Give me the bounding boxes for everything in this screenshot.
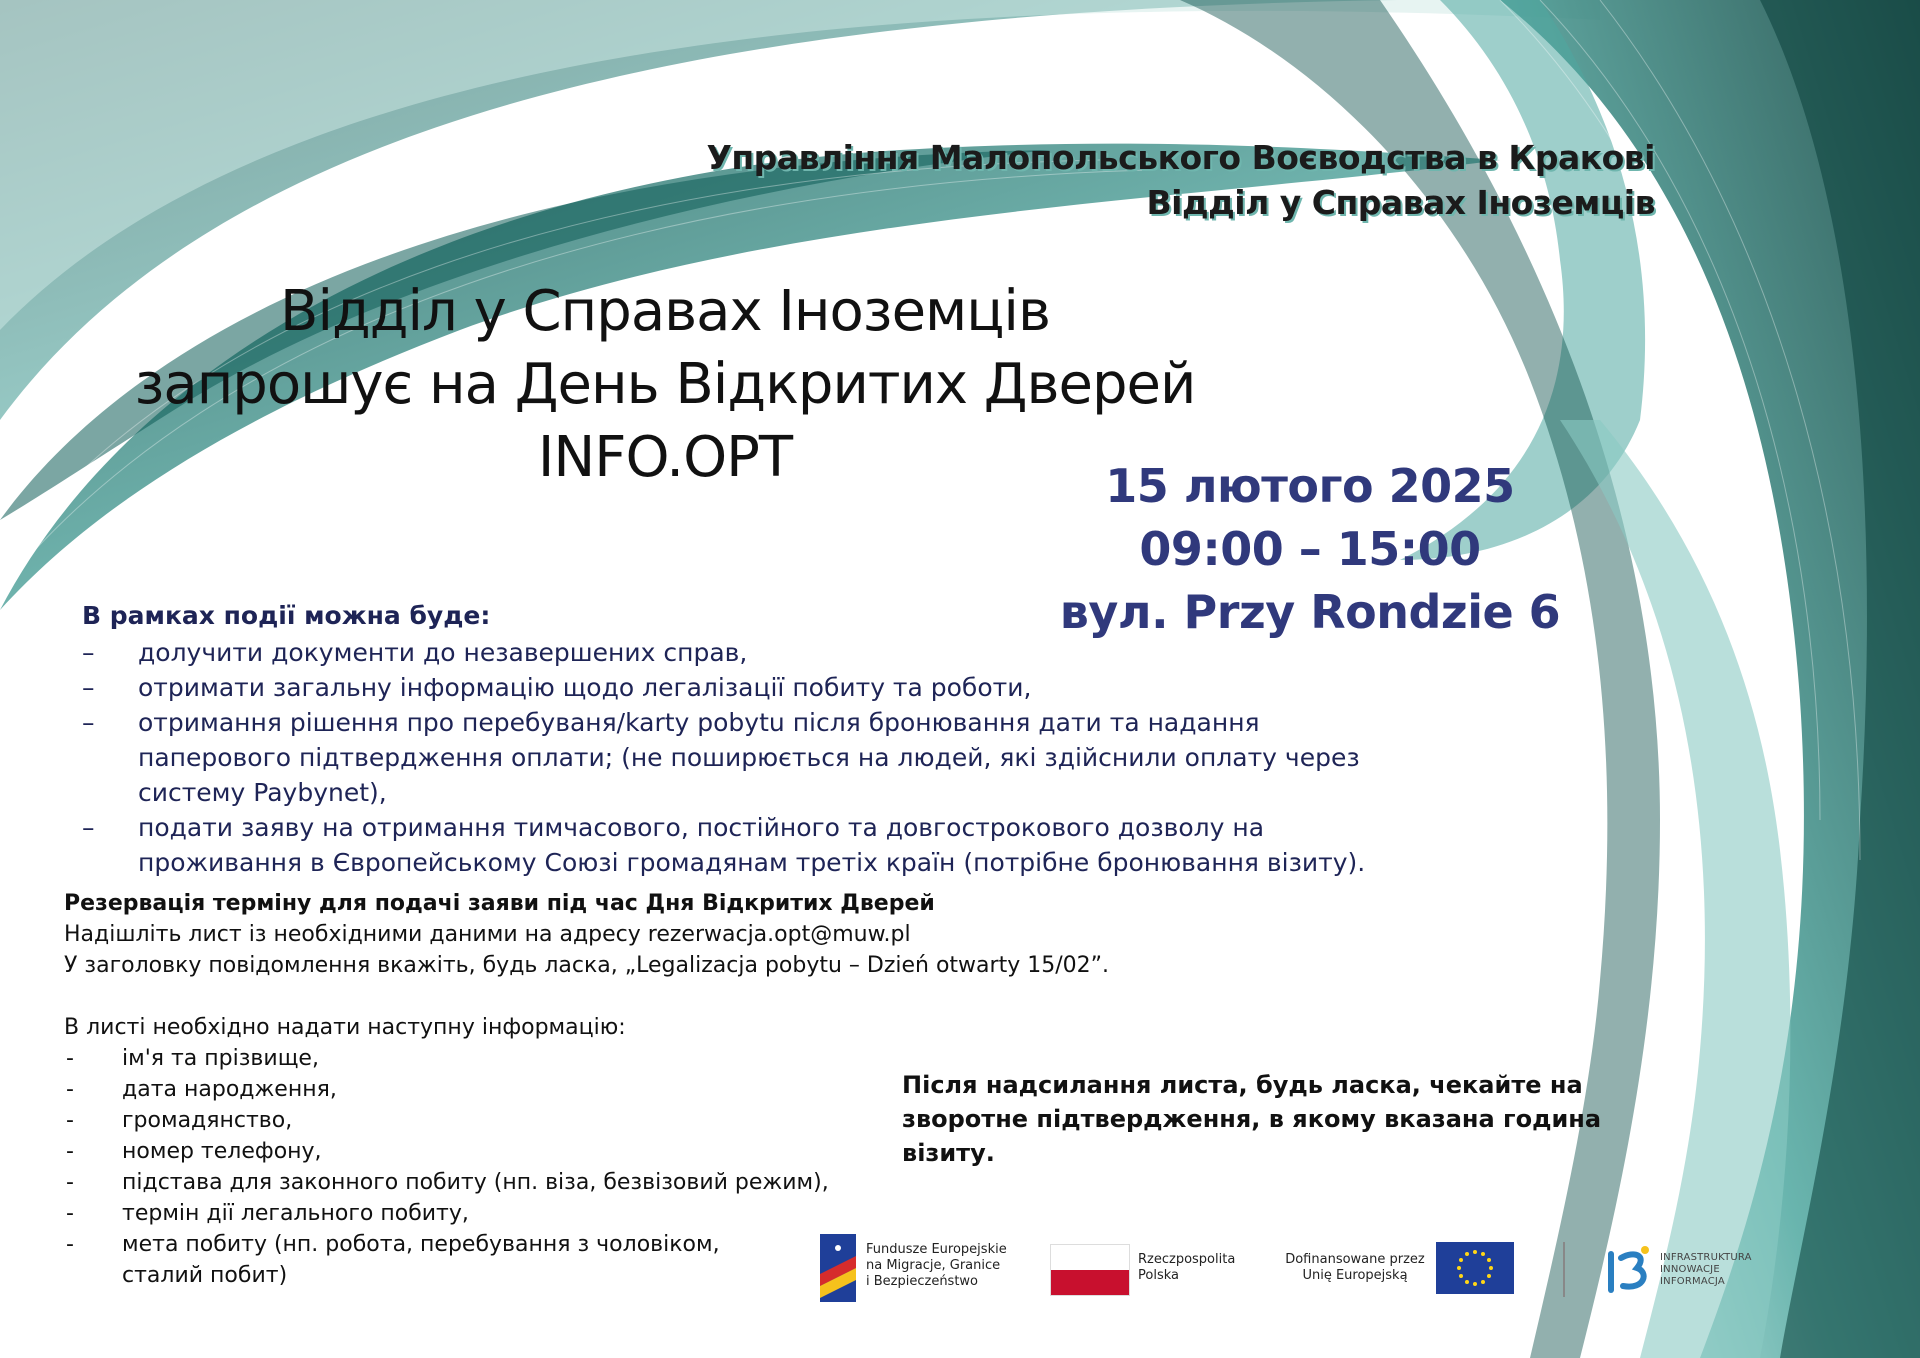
i3-logo-symbol-icon xyxy=(1605,1244,1653,1296)
reservation-subject-line: У заголовку повідомлення вкажіть, будь ласка, „Legalizacja pobytu – Dzień otwarty 15/02”. xyxy=(64,953,1110,978)
pl-logo-line: Rzeczpospolita xyxy=(1138,1252,1236,1267)
scope-lead: В рамках події можна буде: xyxy=(82,601,491,630)
eu-logo-line: Dofinansowane przez xyxy=(1285,1252,1425,1267)
info-lead: В листі необхідно надати наступну інформацію: xyxy=(64,1015,626,1040)
list-item-text: долучити документи до незавершених справ, xyxy=(138,638,748,667)
list-item xyxy=(64,1229,722,1291)
pl-logo-text xyxy=(1138,1252,1235,1284)
list-bullet: – xyxy=(82,813,95,842)
list-item xyxy=(64,1167,864,1198)
fem-logo-line: na Migracje, Granice xyxy=(866,1258,1001,1273)
list-item-text: номер телефону, xyxy=(122,1139,322,1164)
reservation-section xyxy=(64,888,1164,981)
list-item-text: громадянство, xyxy=(122,1108,293,1133)
event-scope xyxy=(80,598,1420,880)
logo-divider xyxy=(1563,1242,1565,1297)
i3-logo-line: INFRASTRUKTURA xyxy=(1660,1252,1752,1263)
list-bullet: – xyxy=(82,708,95,737)
event-time: 09:00 – 15:00 xyxy=(1139,522,1481,576)
list-bullet: – xyxy=(82,673,95,702)
list-item-text: отримати загальну інформацію щодо легалізації побиту та роботи, xyxy=(138,673,1032,702)
list-item xyxy=(64,1043,864,1074)
list-item-text: дата народження, xyxy=(122,1077,337,1102)
pl-logo-line: Polska xyxy=(1138,1268,1179,1283)
organization-header xyxy=(706,135,1655,225)
list-item-text: ім'я та прізвище, xyxy=(122,1046,319,1071)
list-bullet: - xyxy=(66,1201,74,1226)
scope-list xyxy=(80,635,1420,880)
headline-line-3: INFO.OPT xyxy=(537,425,793,490)
funding-logos xyxy=(820,1232,1760,1332)
i3-logo-line: INFORMACJA xyxy=(1660,1276,1725,1287)
event-date: 15 лютого 2025 xyxy=(1105,459,1515,513)
event-address: вул. Przy Rondzie 6 xyxy=(1059,585,1561,639)
polish-flag-icon xyxy=(1050,1244,1130,1296)
list-item-text: мета побиту (нп. робота, перебування з чоловіком, сталий побит) xyxy=(122,1232,720,1288)
eu-flag-icon xyxy=(1436,1242,1514,1294)
list-bullet: - xyxy=(66,1232,74,1257)
list-bullet: – xyxy=(82,638,95,667)
list-item xyxy=(64,1136,864,1167)
list-item-text: подати заяву на отримання тимчасового, постійного та довгострокового дозволу на проживання в Європейському Союзі громадянам третіх країн (потрібне бронювання візиту). xyxy=(138,813,1366,877)
list-item xyxy=(64,1074,864,1105)
list-item-text: термін дії легального побиту, xyxy=(122,1201,469,1226)
list-item xyxy=(64,1198,864,1229)
headline-line-1: Відділ у Справах Іноземців xyxy=(280,279,1050,344)
i3-logo-line: INNOWACJE xyxy=(1660,1264,1720,1275)
confirmation-note: Після надсилання листа, будь ласка, чекайте на зворотне підтвердження, в якому вказана година візиту. xyxy=(902,1071,1602,1167)
list-bullet: - xyxy=(66,1046,74,1071)
fem-logo-line: i Bezpieczeństwo xyxy=(866,1274,979,1289)
list-bullet: - xyxy=(66,1170,74,1195)
reservation-heading: Резервація терміну для подачі заяви під час Дня Відкритих Дверей xyxy=(64,891,935,916)
list-item xyxy=(64,1105,864,1136)
eu-logo-line: Unię Europejską xyxy=(1302,1268,1408,1283)
required-info-section xyxy=(64,1012,864,1291)
organization-line-1: Управління Малопольського Воєводства в Кракові xyxy=(706,138,1655,177)
list-bullet: - xyxy=(66,1139,74,1164)
headline-line-2: запрошує на День Відкритих Дверей xyxy=(134,352,1196,417)
eu-logo-text xyxy=(1275,1252,1435,1284)
list-item xyxy=(80,635,1420,670)
fem-logo-line: Fundusze Europejskie xyxy=(866,1242,1007,1257)
organization-line-2: Відділ у Справах Іноземців xyxy=(1146,183,1655,222)
list-item-text: отримання рішення про перебуваня/karty pobytu після бронювання дати та надання паперового підтвердження оплати; (не поширюється на людей, які здійснили оплату через систему Paybynet), xyxy=(138,708,1360,807)
list-item xyxy=(80,670,1420,705)
fem-logo-text xyxy=(866,1242,1007,1290)
list-item xyxy=(80,705,1420,810)
list-bullet: - xyxy=(66,1077,74,1102)
list-item-text: підстава для законного побиту (нп. віза, безвізовий режим), xyxy=(122,1170,829,1195)
i3-logo-text xyxy=(1660,1252,1752,1288)
reservation-email-line: Надішліть лист із необхідними даними на адресу rezerwacja.opt@muw.pl xyxy=(64,922,911,947)
info-list xyxy=(64,1043,864,1291)
list-bullet: - xyxy=(66,1108,74,1133)
fem-logo-icon xyxy=(820,1234,856,1302)
list-item xyxy=(80,810,1420,880)
